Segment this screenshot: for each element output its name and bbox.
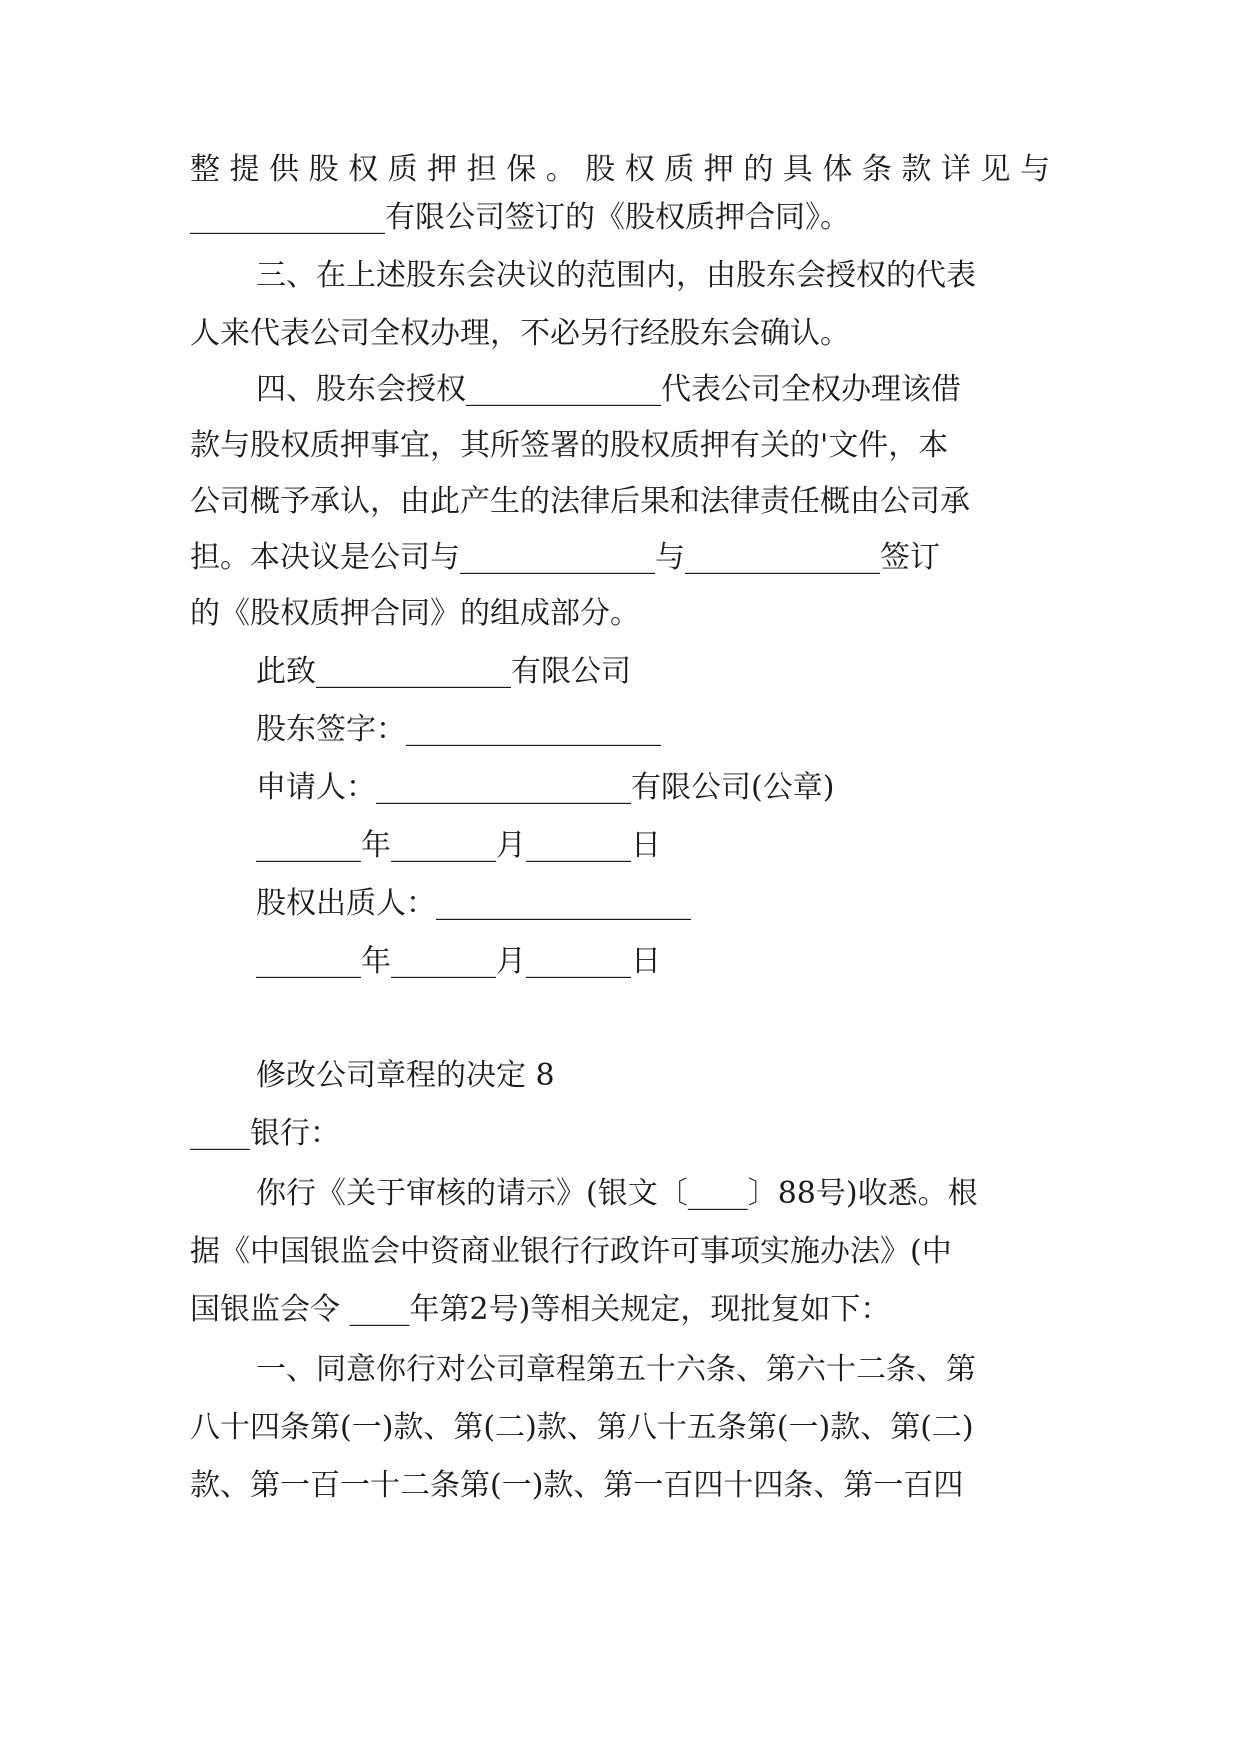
paragraph-line: 据《中国银监会中资商业银行行政许可事项实施办法》(中 [190,1234,952,1269]
section-title: 修改公司章程的决定 8 [256,1058,555,1093]
paragraph-line: 款、第一百一十二条第(一)款、第一百四十四条、第一百四 [190,1468,964,1503]
signature-line: 股东签字：_________________ [256,712,661,747]
paragraph-line: 担。本决议是公司与_____________与_____________签订 [190,540,940,575]
paragraph-line: 你行《关于审核的请示》(银文〔____〕88号)收悉。根 [256,1176,978,1211]
paragraph-line: 国银监会令 ____年第2号)等相关规定，现批复如下： [190,1292,891,1327]
paragraph-line: 八十四条第(一)款、第(二)款、第八十五条第(一)款、第(二) [190,1410,974,1445]
applicant-line: 申请人：_________________有限公司(公章) [256,770,835,805]
paragraph-line: 款与股权质押事宜，其所签署的股权质押有关的'文件，本 [190,428,949,463]
paragraph-line: 一、同意你行对公司章程第五十六条、第六十二条、第 [256,1352,976,1387]
paragraph-line: 三、在上述股东会决议的范围内，由股东会授权的代表 [256,258,976,293]
pledgor-line: 股权出质人：_________________ [256,886,691,921]
paragraph-line: 的《股权质押合同》的组成部分。 [190,596,640,631]
date-line: _______年_______月_______日 [256,828,661,863]
paragraph-line: 整提供股权质押担保。股权质押的具体条款详见与 [190,152,1050,187]
paragraph-line: 人来代表公司全权办理，不必另行经股东会确认。 [190,316,850,351]
paragraph-line: 公司概予承认，由此产生的法律后果和法律责任概由公司承 [190,484,970,519]
salutation-line: 此致_____________有限公司 [256,654,631,689]
addressee-line: ____银行： [190,1116,340,1151]
paragraph-line: _____________有限公司签订的《股权质押合同》。 [190,200,850,235]
paragraph-line: 四、股东会授权_____________代表公司全权办理该借 [256,372,961,407]
date-line: _______年_______月_______日 [256,944,661,979]
